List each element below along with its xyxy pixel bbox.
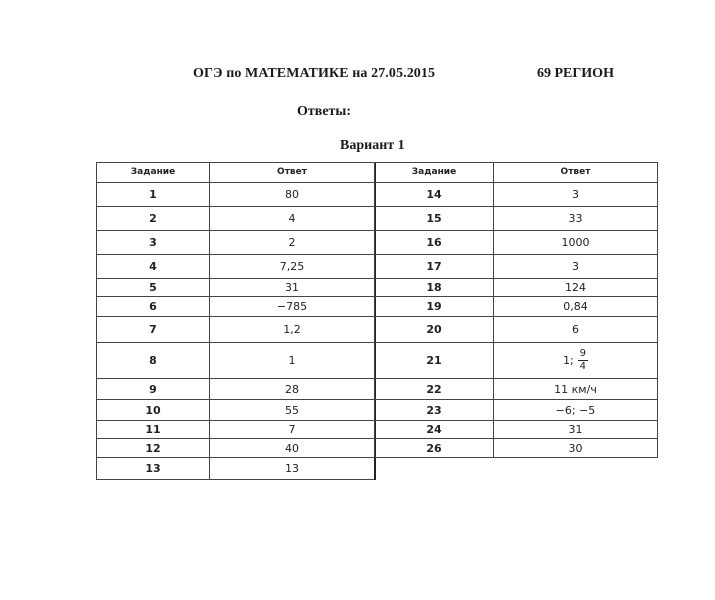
- answer-value: 7: [210, 421, 376, 439]
- task-number: 7: [97, 317, 210, 343]
- answer-value: 2: [210, 231, 376, 255]
- answer-value: 1000: [494, 231, 658, 255]
- table-row: [375, 379, 658, 400]
- table-row: [97, 458, 376, 480]
- table-row: [97, 439, 376, 458]
- answer-value: −6; −5: [494, 400, 658, 421]
- table-row: [97, 297, 376, 317]
- fraction: [578, 349, 588, 373]
- document-title: ОГЭ по МАТЕМАТИКЕ на 27.05.2015: [193, 66, 436, 81]
- task-number: 1: [97, 183, 210, 207]
- table-row: [97, 317, 376, 343]
- answer-value: 11 км/ч: [494, 379, 658, 400]
- table-header-row: [375, 163, 658, 183]
- variant-heading: Вариант 1: [340, 138, 405, 153]
- answer-value: 55: [210, 400, 376, 421]
- task-number: 22: [375, 379, 494, 400]
- table-header-row: [97, 163, 376, 183]
- table-row: [375, 255, 658, 279]
- answer-value: 13: [210, 458, 376, 480]
- task-number: 5: [97, 279, 210, 297]
- answer-value: 7,25: [210, 255, 376, 279]
- task-number: 24: [375, 421, 494, 439]
- task-number: 15: [375, 207, 494, 231]
- table-row: [375, 400, 658, 421]
- answer-value: 1,2: [210, 317, 376, 343]
- table-row: [97, 279, 376, 297]
- answer-value: 124: [494, 279, 658, 297]
- answer-value: 31: [210, 279, 376, 297]
- answer-value: 80: [210, 183, 376, 207]
- answer-value: 28: [210, 379, 376, 400]
- table-row: [97, 255, 376, 279]
- answer-prefix: 1;: [562, 353, 574, 367]
- answer-value-fraction: [494, 343, 658, 379]
- fraction-numerator: 9: [578, 349, 588, 362]
- region-label: 69 РЕГИОН: [537, 66, 614, 81]
- table-row: [97, 343, 376, 379]
- table-row: [97, 231, 376, 255]
- answer-value: 30: [494, 439, 658, 458]
- answer-value: 40: [210, 439, 376, 458]
- task-number: 14: [375, 183, 494, 207]
- table-row: [375, 297, 658, 317]
- task-number: 12: [97, 439, 210, 458]
- table-row: [97, 379, 376, 400]
- table-row: [375, 207, 658, 231]
- task-number: 13: [97, 458, 210, 480]
- task-number: 3: [97, 231, 210, 255]
- table-row: [375, 439, 658, 458]
- task-number: 2: [97, 207, 210, 231]
- answer-value: 31: [494, 421, 658, 439]
- fraction-denominator: 4: [579, 361, 587, 372]
- table-row: [375, 343, 658, 379]
- answers-table-right: [374, 162, 658, 458]
- table-row: [97, 421, 376, 439]
- task-number: 8: [97, 343, 210, 379]
- task-number: 11: [97, 421, 210, 439]
- column-header-answer: Ответ: [210, 163, 376, 183]
- task-number: 23: [375, 400, 494, 421]
- table-row: [375, 421, 658, 439]
- task-number: 17: [375, 255, 494, 279]
- table-row: [97, 400, 376, 421]
- answer-value: 1: [210, 343, 376, 379]
- table-row: [375, 183, 658, 207]
- column-header-answer: Ответ: [494, 163, 658, 183]
- table-row: [97, 207, 376, 231]
- task-number: 4: [97, 255, 210, 279]
- task-number: 19: [375, 297, 494, 317]
- table-row: [375, 317, 658, 343]
- task-number: 16: [375, 231, 494, 255]
- answer-value: 3: [494, 255, 658, 279]
- answers-table-left: [96, 162, 376, 480]
- table-row: [375, 279, 658, 297]
- answer-value: −785: [210, 297, 376, 317]
- answer-value: 3: [494, 183, 658, 207]
- column-header-task: Задание: [375, 163, 494, 183]
- answer-value: 33: [494, 207, 658, 231]
- task-number: 10: [97, 400, 210, 421]
- column-header-task: Задание: [97, 163, 210, 183]
- table-row: [375, 231, 658, 255]
- task-number: 9: [97, 379, 210, 400]
- task-number: 26: [375, 439, 494, 458]
- answer-value: 4: [210, 207, 376, 231]
- task-number: 20: [375, 317, 494, 343]
- task-number: 6: [97, 297, 210, 317]
- answer-value: 0,84: [494, 297, 658, 317]
- task-number: 21: [375, 343, 494, 379]
- answers-heading: Ответы:: [297, 104, 352, 119]
- answer-value: 6: [494, 317, 658, 343]
- table-row: [97, 183, 376, 207]
- task-number: 18: [375, 279, 494, 297]
